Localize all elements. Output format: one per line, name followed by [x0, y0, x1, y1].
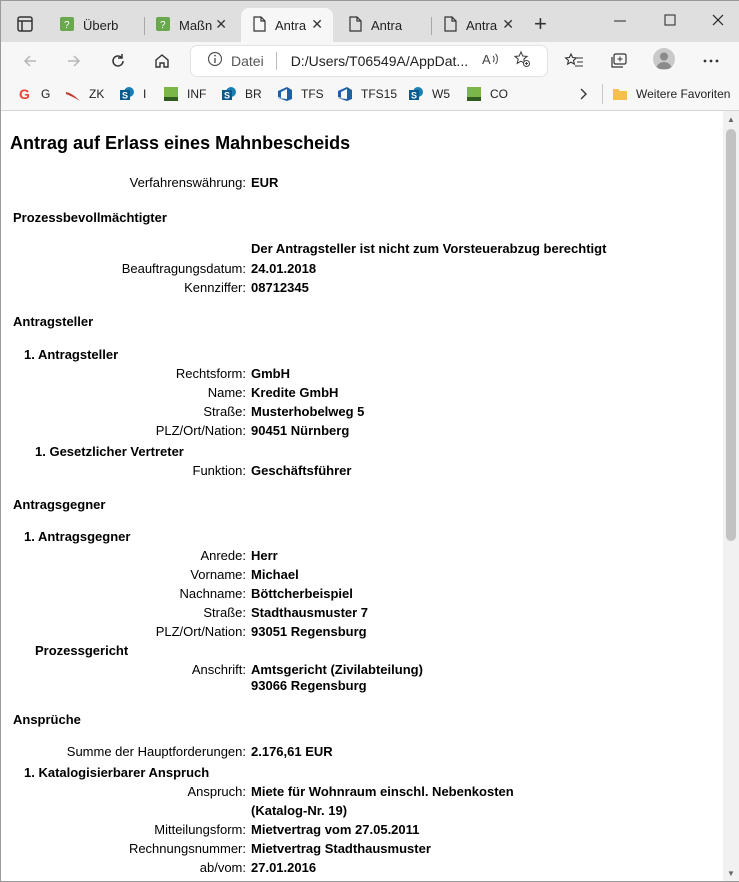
tab-1[interactable]	[49, 8, 141, 42]
profile-avatar[interactable]	[653, 48, 675, 70]
fav-item-co[interactable]	[466, 86, 508, 102]
new-tab-icon[interactable]: +	[534, 11, 547, 36]
field-value: GmbH	[251, 366, 290, 381]
fav-item-tfs15[interactable]	[337, 86, 397, 102]
page-icon	[442, 16, 458, 35]
tfs-icon	[277, 86, 293, 102]
fav-item-br[interactable]	[221, 86, 262, 102]
tab-strip	[1, 1, 739, 45]
tfs-icon	[337, 86, 353, 102]
field-value: 90451 Nürnberg	[251, 423, 350, 438]
field-label: Straße:	[203, 605, 246, 620]
section-heading: Prozessbevollmächtigter	[13, 210, 167, 225]
fav-label: W5	[432, 87, 450, 101]
field-label: Anschrift:	[191, 662, 246, 677]
tab-4[interactable]	[337, 8, 429, 42]
other-favorites-folder[interactable]	[612, 86, 730, 102]
address-separator	[276, 52, 277, 70]
field-value: Stadthausmuster 7	[251, 605, 369, 620]
field-value: 24.01.2018	[251, 261, 317, 276]
chevron-right-icon[interactable]	[579, 86, 589, 102]
subsection-heading: 1. Gesetzlicher Vertreter	[35, 444, 184, 459]
collections-icon[interactable]	[608, 50, 630, 72]
read-aloud-icon[interactable]	[481, 51, 499, 72]
fav-label: ZK	[89, 87, 105, 101]
fav-label: TFS15	[361, 87, 398, 101]
field-value: Herr	[251, 548, 278, 563]
minimize-icon[interactable]	[613, 13, 627, 30]
fav-label: G	[41, 87, 51, 101]
scrollbar-thumb[interactable]	[726, 129, 736, 541]
field-value: Böttcherbeispiel	[251, 586, 353, 601]
url-text[interactable]: D:/Users/T06549A/AppDat...	[290, 53, 469, 69]
green-doc-icon	[155, 16, 171, 35]
page-title: Antrag auf Erlass eines Mahnbescheids	[10, 133, 351, 153]
tab-title: Antra	[466, 17, 498, 33]
green-doc-icon	[59, 16, 75, 35]
fav-label: TFS	[301, 87, 324, 101]
field-label: Name:	[207, 385, 246, 400]
add-favorite-icon[interactable]	[513, 50, 531, 73]
field-label: Rechnungsnummer:	[128, 841, 246, 856]
fav-label: INF	[187, 87, 207, 101]
close-tab-icon[interactable]: ✕	[215, 16, 227, 32]
fav-item-w5[interactable]	[408, 86, 450, 102]
field-label: Rechtsform:	[175, 366, 246, 381]
field-value: 93066 Regensburg	[251, 678, 367, 693]
field-value: Musterhobelweg 5	[251, 404, 365, 419]
sharepoint-icon	[221, 86, 237, 102]
more-options-icon[interactable]	[700, 50, 722, 72]
svg-text:G: G	[19, 86, 30, 102]
fav-label: CO	[490, 87, 508, 101]
maximize-icon[interactable]	[663, 13, 677, 30]
refresh-icon[interactable]	[107, 50, 129, 72]
scroll-up-icon[interactable]: ▲	[727, 115, 735, 124]
field-label: Vorname:	[190, 567, 246, 582]
fav-item-tfs[interactable]	[277, 86, 324, 102]
close-tab-icon[interactable]: ✕	[311, 16, 323, 32]
field-value: Michael	[251, 567, 299, 582]
svg-text:?: ?	[160, 19, 166, 31]
svg-text:?: ?	[64, 19, 70, 31]
page-content	[1, 111, 723, 882]
datev-icon	[466, 86, 482, 102]
tab-5[interactable]	[432, 8, 524, 42]
swoosh-icon	[65, 86, 81, 102]
field-value: Amtsgericht (Zivilabteilung)	[251, 662, 423, 677]
close-window-icon[interactable]	[711, 13, 725, 30]
field-label: Anspruch:	[187, 784, 246, 799]
field-label: Nachname:	[179, 586, 246, 601]
home-icon[interactable]	[151, 50, 173, 72]
page-icon	[251, 16, 267, 35]
close-tab-icon[interactable]: ✕	[502, 16, 514, 32]
favorites-icon[interactable]	[563, 50, 585, 72]
field-label: ab/vom:	[199, 860, 246, 875]
field-value: Miete für Wohnraum einschl. Nebenkosten	[251, 784, 514, 799]
fav-item-g[interactable]	[17, 86, 50, 102]
folder-icon	[612, 86, 628, 102]
fav-label: BR	[245, 87, 262, 101]
field-value: 08712345	[251, 280, 309, 295]
field-value: EUR	[251, 175, 279, 190]
favorites-bar	[1, 80, 739, 111]
subsection-heading: 1. Katalogisierbarer Anspruch	[24, 765, 210, 780]
sharepoint-icon	[408, 86, 424, 102]
tab-3-active[interactable]	[241, 8, 333, 42]
field-value: Der Antragsteller ist nicht zum Vorsteuerabzug berechtigt	[251, 241, 607, 256]
tab-title: Antra	[371, 17, 403, 33]
fav-label: I	[143, 87, 147, 101]
field-value: (Katalog-Nr. 19)	[251, 803, 348, 818]
browser-toolbar	[1, 42, 739, 80]
field-label: Straße:	[203, 404, 246, 419]
fav-item-zk[interactable]	[65, 86, 104, 102]
svg-text:S: S	[224, 90, 231, 101]
field-label: Funktion:	[192, 463, 246, 478]
tab-title: Maßn	[179, 17, 213, 33]
sharepoint-icon	[119, 86, 135, 102]
field-label: Mitteilungsform:	[154, 822, 246, 837]
field-label: Summe der Hauptforderungen:	[66, 744, 246, 759]
scroll-down-icon[interactable]: ▼	[727, 869, 735, 878]
section-heading: Antragsteller	[13, 314, 94, 329]
section-heading: Ansprüche	[13, 712, 81, 727]
field-value: Geschäftsführer	[251, 463, 352, 478]
section-heading: Antragsgegner	[13, 497, 106, 512]
fav-item-i[interactable]	[119, 86, 146, 102]
page-icon	[347, 16, 363, 35]
field-label: PLZ/Ort/Nation:	[155, 624, 246, 639]
field-label: Kennziffer:	[184, 280, 246, 295]
back-icon[interactable]	[19, 50, 41, 72]
subsection-heading: 1. Antragsteller	[24, 347, 119, 362]
field-label: PLZ/Ort/Nation:	[155, 423, 246, 438]
field-label: Verfahrenswährung:	[129, 175, 246, 190]
field-label: Beauftragungsdatum:	[121, 261, 246, 276]
field-label: Anrede:	[200, 548, 246, 563]
tab-2[interactable]	[145, 8, 237, 42]
svg-text:A: A	[481, 51, 491, 67]
address-bar[interactable]	[191, 46, 547, 76]
vertical-scrollbar[interactable]	[723, 111, 739, 882]
field-value: 2.176,61 EUR	[251, 744, 333, 759]
field-value: Mietvertrag vom 27.05.2011	[251, 822, 420, 837]
field-value: Kredite GmbH	[251, 385, 339, 400]
field-value: 93051 Regensburg	[251, 624, 367, 639]
datev-icon	[163, 86, 179, 102]
subsection-heading: 1. Antragsgegner	[24, 529, 131, 544]
fav-item-inf[interactable]	[163, 86, 206, 102]
svg-text:S: S	[411, 90, 418, 101]
tab-title: Überb	[83, 17, 119, 33]
svg-text:S: S	[122, 90, 129, 101]
forward-icon[interactable]	[63, 50, 85, 72]
info-icon[interactable]	[207, 51, 223, 72]
field-value: Mietvertrag Stadthausmuster	[251, 841, 431, 856]
google-icon	[17, 86, 33, 102]
tab-actions-icon[interactable]	[9, 13, 39, 37]
other-favorites-label: Weitere Favoriten	[636, 87, 731, 101]
subsection-heading: Prozessgericht	[35, 643, 129, 658]
field-value: 27.01.2016	[251, 860, 317, 875]
file-label: Datei	[231, 53, 264, 69]
tab-title: Antra	[275, 17, 307, 33]
favbar-divider	[602, 84, 603, 104]
